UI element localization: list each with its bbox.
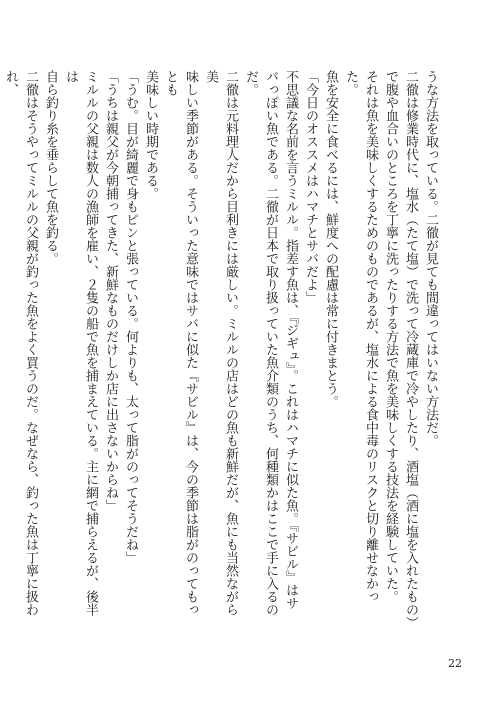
text-line: 二徹はそうやってミルルの父親が釣った魚をよく買うのだ。なぜなら、釣った魚は丁寧に扱われ、: [3, 70, 38, 616]
text-line: 二徹は修業時代に、塩水（たて塩）で洗って冷蔵庫で冷やしたり、酒塩（酒に塩を入れたもの）: [403, 70, 418, 629]
text-line: 魚を安全に食べるには、鮮度への配慮は常に付きまとう。: [323, 70, 338, 408]
text-line: 二徹は元料理人だから目利きには厳しい。ミルルの店はどの魚も新鮮だが、魚にも当然ながら美: [203, 70, 238, 616]
text-line: バっぽい魚である。二徹が日本で取り扱っていた魚介類のうち、何種類かはここで手に入るのだ。: [243, 70, 278, 616]
text-line: うな方法を取っている。二徹が見ても間違ってはいない方法だ。: [423, 70, 438, 447]
body-text: [0, 70, 440, 629]
page-number: 22: [448, 657, 462, 670]
text-line: それは魚を美味しくするためのものであるが、塩水による食中毒のリスクと切り離せなかった。: [343, 70, 378, 603]
text-line: 自ら釣り糸を垂らして魚を釣る。: [43, 70, 58, 265]
text-line: 「うむ。目が綺麗で身もピンと張っている。何よりも、太って脂がのってそうだね」: [123, 70, 138, 564]
text-line: 味しい季節がある。そういった意味ではサバに似た『サビル』は、今の季節は脂がのってもっとも: [163, 70, 198, 616]
text-line: 「今日のオススメはハマチとサバだよ」: [303, 70, 318, 304]
text-line: 不思議な名前を言うミルル。指差す魚は、『ジギュ』。これはハマチに似た魚。『サビル』はサ: [283, 70, 298, 610]
text-line: で腹や血合いのところを丁寧に洗ったりする方法で魚を美味しくする技法を経験していた。: [383, 70, 398, 603]
text-line: 「うちは親父が今朝捕ってきた、新鮮なものだけしか店に出さないからね」: [103, 70, 118, 512]
text-line: 美味しい時期である。: [143, 70, 158, 200]
text-line: ミルルの父親は数人の漁師を雇い、２隻の船で魚を捕まえている。主に網で捕らえるが、後半は: [63, 70, 98, 616]
